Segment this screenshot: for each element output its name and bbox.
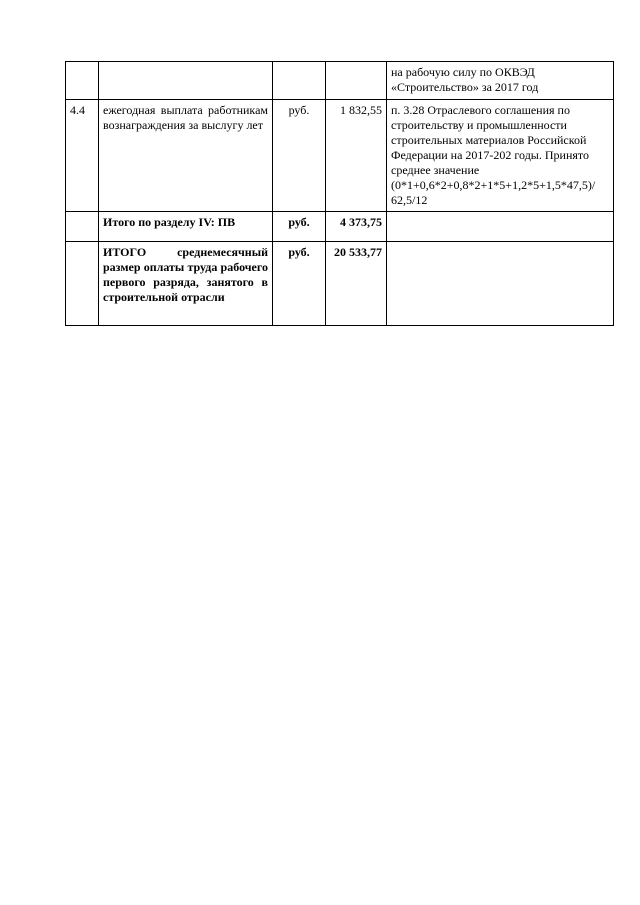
table-row [66, 212, 614, 242]
row-number-cell [66, 242, 99, 326]
source-line: Федерации на 2017-202 годы. Принято [391, 148, 589, 162]
row-unit-cell [273, 62, 326, 100]
row-unit-cell: руб. [273, 100, 326, 212]
source-line: «Строительство» за 2017 год [391, 80, 539, 94]
row-source-cell [387, 212, 614, 242]
source-line: п. 3.28 Отраслевого соглашения по [391, 103, 570, 117]
wage-calculation-table [65, 61, 614, 326]
row-number-cell: 4.4 [66, 100, 99, 212]
row-source-cell [387, 62, 614, 100]
row-name-cell: ежегодная выплата работникам вознаграждения за выслугу лет [99, 100, 273, 212]
source-line: строительству и промышленности [391, 118, 567, 132]
source-line: строительных материалов Российской [391, 133, 587, 147]
row-value-cell: 1 832,55 [326, 100, 387, 212]
subtotal-label: Итого по разделу IV: ПВ [99, 212, 273, 242]
source-line: (0*1+0,6*2+0,8*2+1*5+1,2*5+1,5*47,5)/ [391, 178, 596, 192]
table-row [66, 100, 614, 212]
source-line: среднее значение [391, 163, 480, 177]
row-unit-cell: руб. [273, 212, 326, 242]
source-line: 62,5/12 [391, 193, 428, 207]
table-row [66, 242, 614, 326]
row-number-cell [66, 212, 99, 242]
row-source-cell [387, 242, 614, 326]
subtotal-value: 4 373,75 [326, 212, 387, 242]
total-value: 20 533,77 [326, 242, 387, 326]
total-label: ИТОГО среднемесячный размер оплаты труда рабочего первого разряда, занятого в строительной отрасли [99, 242, 273, 326]
table-row [66, 62, 614, 100]
row-number-cell [66, 62, 99, 100]
source-line: на рабочую силу по ОКВЭД [391, 65, 535, 79]
row-name-cell [99, 62, 273, 100]
row-value-cell [326, 62, 387, 100]
row-source-cell [387, 100, 614, 212]
row-unit-cell: руб. [273, 242, 326, 326]
